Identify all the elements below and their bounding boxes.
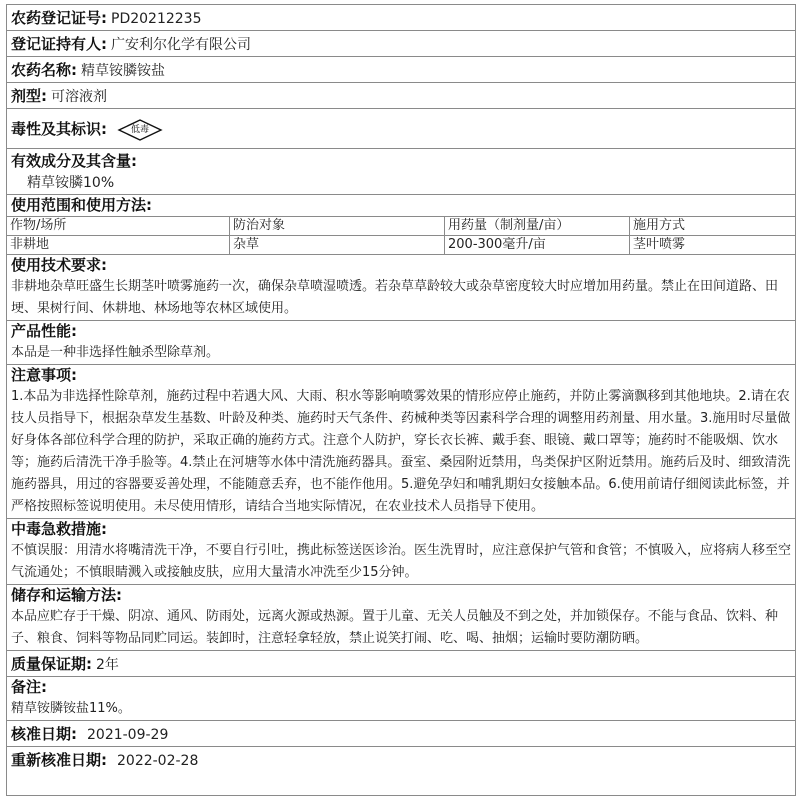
precautions-label: 注意事项: — [11, 366, 77, 384]
product-name-label: 农药名称: — [11, 61, 77, 79]
remarks-section — [7, 677, 795, 721]
technical-requirements-label: 使用技术要求: — [11, 256, 107, 274]
table-row — [7, 236, 795, 255]
remarks-text: 精草铵膦铵盐11%。 — [11, 701, 131, 716]
active-ingredient-label: 有效成分及其含量: — [11, 152, 137, 170]
usage-cell-crop: 非耕地 — [7, 236, 230, 255]
usage-section — [7, 195, 795, 255]
technical-requirements-text: 非耕地杂草旺盛生长期茎叶喷雾施药一次，确保杂草喷湿喷透。若杂草草龄较大或杂草密度较大时应增加用药量。禁止在田间道路、田埂、果树行间、休耕地、林场地等农林区域使用。 — [11, 279, 779, 316]
registration-number-row — [7, 5, 795, 31]
storage-label: 储存和运输方法: — [11, 586, 122, 604]
usage-header-crop: 作物/场所 — [7, 217, 230, 236]
usage-header-dosage: 用药量（制剂量/亩） — [445, 217, 630, 236]
approval-date-value: 2021-09-29 — [87, 727, 169, 743]
holder-label: 登记证持有人: — [11, 35, 107, 53]
usage-table-header — [7, 217, 795, 236]
performance-label: 产品性能: — [11, 322, 77, 340]
product-name-value: 精草铵膦铵盐 — [81, 63, 165, 79]
registration-number-label: 农药登记证号: — [11, 9, 107, 27]
toxicity-label: 毒性及其标识: — [11, 120, 107, 138]
storage-section — [7, 585, 795, 651]
toxicity-row — [7, 109, 795, 149]
registration-number-value: PD20212235 — [111, 11, 202, 27]
first-aid-section — [7, 519, 795, 585]
usage-table — [7, 216, 795, 254]
active-ingredient-row — [7, 149, 795, 195]
holder-value: 广安利尔化学有限公司 — [111, 37, 251, 53]
usage-cell-target: 杂草 — [230, 236, 445, 255]
low-toxicity-diamond-icon — [117, 119, 163, 141]
approval-date-label: 核准日期: — [11, 725, 77, 743]
usage-label: 使用范围和使用方法: — [11, 196, 152, 214]
remarks-label: 备注: — [11, 678, 47, 696]
formulation-row — [7, 83, 795, 109]
reapproval-date-value: 2022-02-28 — [117, 753, 199, 769]
reapproval-date-label: 重新核准日期: — [11, 751, 107, 769]
first-aid-text: 不慎误服：用清水将嘴清洗干净，不要自行引吐，携此标签送医诊治。医生洗胃时，应注意保护气管和食管；不慎吸入，应将病人移至空气流通处；不慎眼睛溅入或接触皮肤，应用大量清水冲洗至少15分钟。 — [11, 543, 792, 580]
precautions-text: 1.本品为非选择性除草剂，施药过程中若遇大风、大雨、积水等影响喷雾效果的情形应停止施药，并防止雾滴飘移到其他地块。2.请在农技人员指导下，根据杂草发生基数、叶龄及种类、施药时天气条件、药械种类等因素科学合理的调整用药剂量、用水量。3.施用时尽量做好身体各部位科学合理的防护，采取正确的施药方式。注意个人防护，穿长衣长裤、戴手套、眼镜、戴口罩等；施药时不能吸烟、饮水等；施药后清洗干净手脸等。4.禁止在河塘等水体中清洗施药器具。蚕室、桑园附近禁用，鸟类保护区附近禁用。施药后及时、细致清洗施药器具，用过的容器要妥善处理，不能随意丢弃，也不能作他用。5.避免孕妇和哺乳期妇女接触本品。6.使用前请仔细阅读此标签，并严格按照标签说明使用。未尽使用情形，请结合当地实际情况，在农业技术人员指导下使用。 — [11, 389, 791, 514]
performance-text: 本品是一种非选择性触杀型除草剂。 — [11, 345, 220, 360]
formulation-value: 可溶液剂 — [51, 89, 107, 105]
warranty-label: 质量保证期: — [11, 655, 92, 673]
toxicity-symbol-text: 低毒 — [130, 124, 149, 135]
usage-header-method: 施用方式 — [630, 217, 796, 236]
formulation-label: 剂型: — [11, 87, 47, 105]
active-ingredient-value: 精草铵膦10% — [27, 175, 115, 191]
reapproval-date-row — [7, 747, 795, 773]
warranty-row — [7, 651, 795, 677]
technical-requirements-section — [7, 255, 795, 321]
product-name-row — [7, 57, 795, 83]
usage-cell-dosage: 200-300毫升/亩 — [445, 236, 630, 255]
precautions-section — [7, 365, 795, 519]
holder-row — [7, 31, 795, 57]
approval-date-row — [7, 721, 795, 747]
performance-section — [7, 321, 795, 365]
usage-header-target: 防治对象 — [230, 217, 445, 236]
storage-text: 本品应贮存于干燥、阴凉、通风、防雨处，远离火源或热源。置于儿童、无关人员触及不到之处，并加锁保存。不能与食品、饮料、种子、粮食、饲料等物品同贮同运。装卸时，注意轻拿轻放，禁止说笑打闹、吃、喝、抽烟；运输时要防潮防晒。 — [11, 609, 779, 646]
warranty-value: 2年 — [96, 657, 119, 673]
pesticide-label-sheet — [6, 4, 796, 796]
usage-cell-method: 茎叶喷雾 — [630, 236, 796, 255]
first-aid-label: 中毒急救措施: — [11, 520, 107, 538]
